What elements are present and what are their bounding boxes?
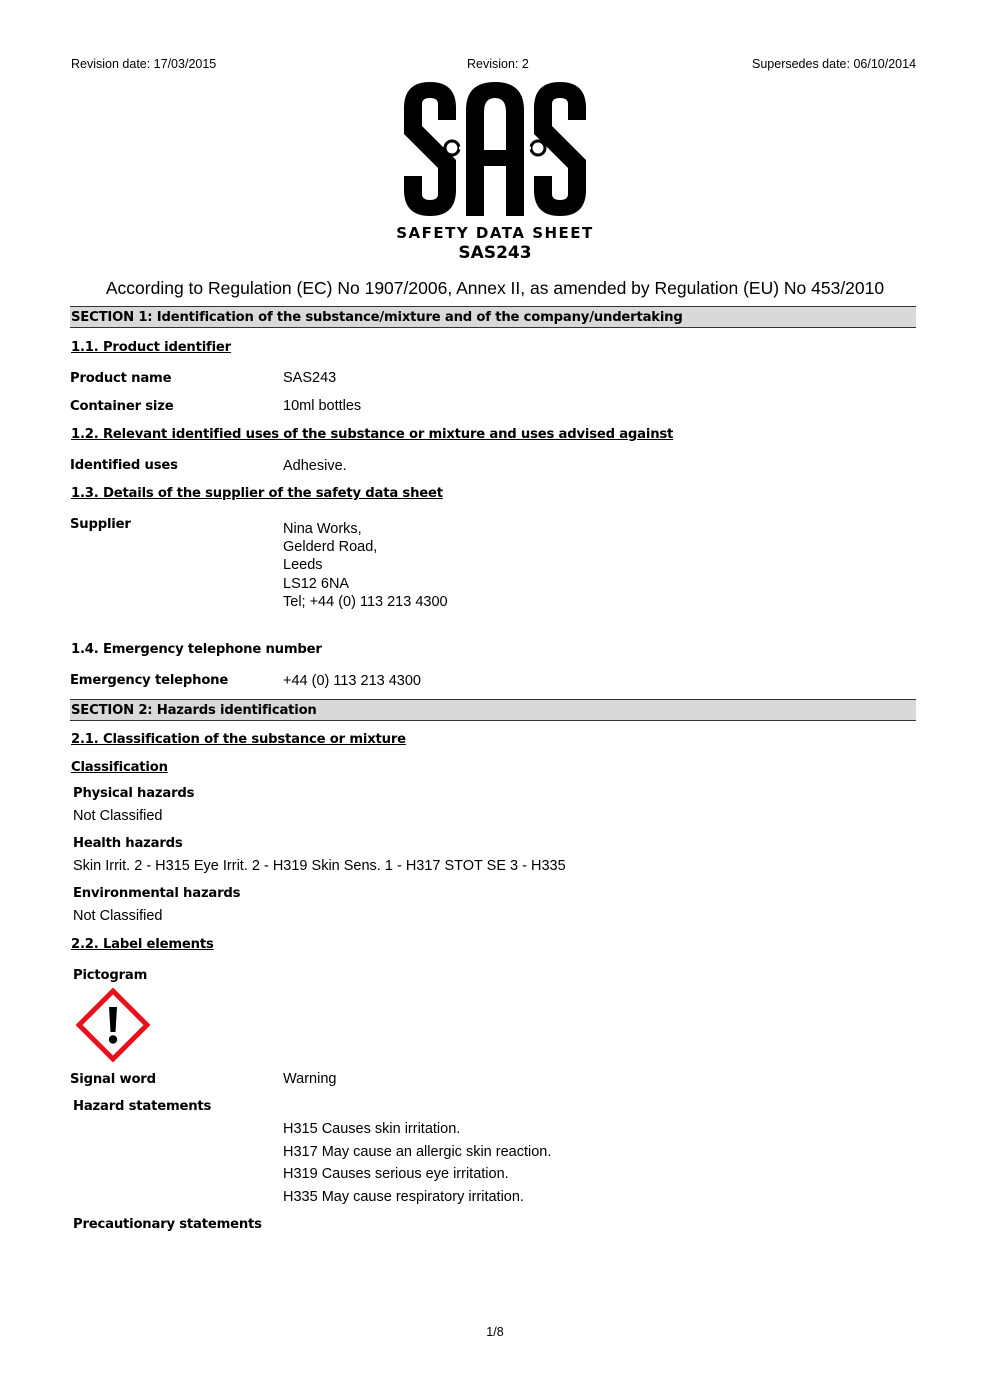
subsection-1-1: 1.1. Product identifier bbox=[71, 340, 231, 355]
physical-hazards-label: Physical hazards bbox=[73, 786, 195, 801]
identified-uses-value: Adhesive. bbox=[283, 458, 347, 474]
supplier-line: Nina Works, bbox=[283, 521, 362, 537]
physical-hazards-value: Not Classified bbox=[73, 808, 163, 824]
product-name-value: SAS243 bbox=[283, 370, 337, 386]
hazard-statements-list bbox=[283, 1118, 551, 1208]
supplier-line: LS12 6NA bbox=[283, 575, 350, 592]
hazard-statement: H319 Causes serious eye irritation. bbox=[283, 1166, 509, 1182]
supplier-line: Tel; +44 (0) 113 213 4300 bbox=[283, 593, 448, 610]
subsection-1-3: 1.3. Details of the supplier of the safety data sheet bbox=[71, 486, 443, 501]
product-name-label: Product name bbox=[70, 371, 172, 386]
emergency-telephone-value: +44 (0) 113 213 4300 bbox=[283, 673, 421, 689]
subsection-2-1: 2.1. Classification of the substance or mixture bbox=[71, 732, 406, 747]
classification-heading: Classification bbox=[71, 760, 168, 775]
supersedes-date: Supersedes date: 06/10/2014 bbox=[752, 57, 917, 71]
hazard-statement: H317 May cause an allergic skin reaction. bbox=[283, 1143, 552, 1160]
emergency-telephone-label: Emergency telephone bbox=[70, 673, 229, 688]
pictogram-label: Pictogram bbox=[73, 968, 148, 983]
supplier-label: Supplier bbox=[70, 517, 131, 532]
hazard-statement: H335 May cause respiratory irritation. bbox=[283, 1188, 524, 1205]
container-size-value: 10ml bottles bbox=[283, 398, 362, 414]
supplier-line: Leeds bbox=[283, 557, 323, 574]
document-title: SAFETY DATA SHEET bbox=[396, 224, 594, 242]
supplier-line: Gelderd Road, bbox=[283, 539, 378, 556]
section-1-heading: SECTION 1: Identification of the substance/mixture and of the company/undertaking bbox=[70, 306, 916, 328]
precautionary-statements-label: Precautionary statements bbox=[73, 1217, 262, 1232]
health-hazards-label: Health hazards bbox=[73, 836, 183, 851]
hazard-statements-label: Hazard statements bbox=[73, 1099, 212, 1114]
regulation-text: According to Regulation (EC) No 1907/2006, Annex II, as amended by Regulation (EU) No 453/2010 bbox=[105, 278, 885, 298]
sas-logo bbox=[400, 80, 590, 218]
identified-uses-label: Identified uses bbox=[70, 458, 178, 473]
product-code-title: SAS243 bbox=[458, 243, 532, 263]
health-hazards-value: Skin Irrit. 2 - H315 Eye Irrit. 2 - H319 Skin Sens. 1 - H317 STOT SE 3 - H335 bbox=[73, 858, 566, 874]
hazard-statement: H315 Causes skin irritation. bbox=[283, 1121, 461, 1137]
revision-date: Revision date: 17/03/2015 bbox=[71, 57, 217, 71]
container-size-label: Container size bbox=[70, 399, 174, 414]
page-number: 1/8 bbox=[486, 1325, 504, 1339]
signal-word-label: Signal word bbox=[70, 1072, 156, 1087]
revision-number: Revision: 2 bbox=[467, 57, 529, 71]
subsection-2-2: 2.2. Label elements bbox=[71, 937, 214, 952]
exclamation-mark-icon bbox=[76, 988, 150, 1062]
subsection-1-2: 1.2. Relevant identified uses of the substance or mixture and uses advised against bbox=[71, 427, 674, 442]
section-2-heading: SECTION 2: Hazards identification bbox=[70, 699, 916, 721]
signal-word-value: Warning bbox=[283, 1071, 337, 1087]
supplier-address bbox=[283, 520, 448, 611]
environmental-hazards-label: Environmental hazards bbox=[73, 886, 241, 901]
environmental-hazards-value: Not Classified bbox=[73, 908, 163, 924]
subsection-1-4: 1.4. Emergency telephone number bbox=[71, 642, 322, 657]
